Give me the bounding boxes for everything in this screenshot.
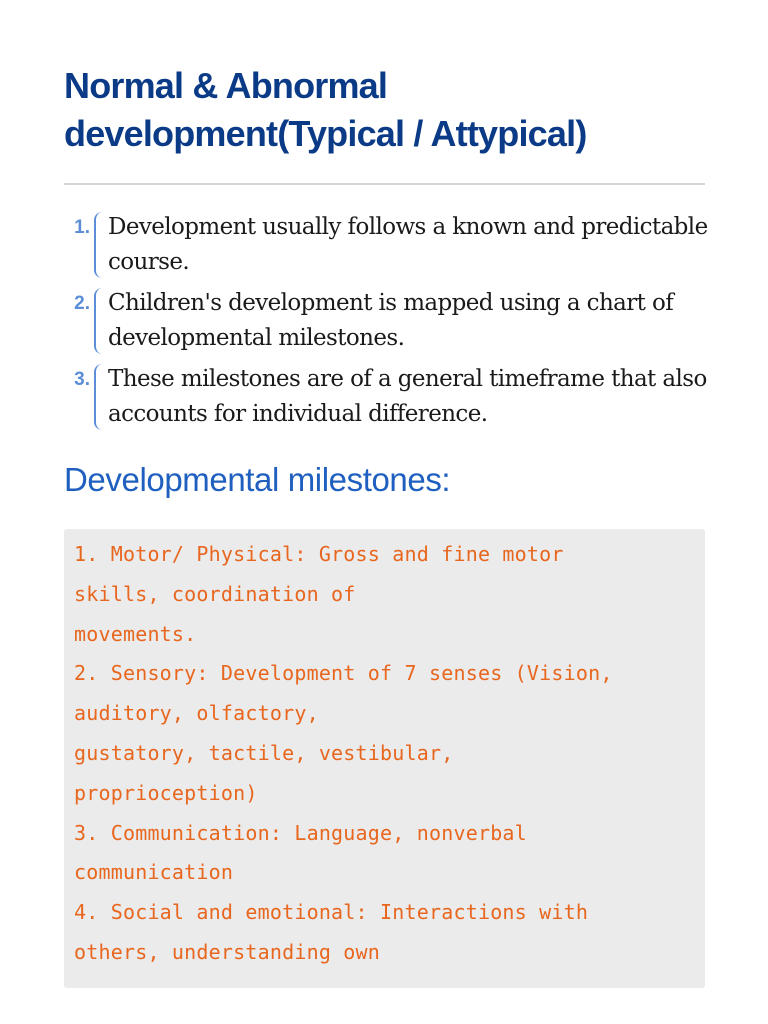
divider [64,183,705,185]
page-title: Normal & Abnormal development(Typical / Attypical) [64,65,587,154]
code-line: others, understanding own [74,939,381,964]
code-line: skills, coordination of [74,581,356,606]
code-line: movements. [74,621,197,646]
list-item-number: 2. [74,293,90,314]
code-line: 3. Communication: Language, nonverbal [74,820,527,845]
bracket-decoration [94,364,104,430]
section-heading: Developmental milestones: [64,461,451,498]
list-item-text: Children's development is mapped using a chart of developmental milestones. [108,290,674,351]
code-line: auditory, olfactory, [74,701,319,726]
code-line: proprioception) [74,780,258,805]
code-line: gustatory, tactile, vestibular, [74,740,454,765]
list-item-text: These milestones are of a general timeframe that also accounts for individual difference. [108,366,707,427]
code-block [64,529,705,988]
list-item [64,210,714,280]
code-line: 4. Social and emotional: Interactions with [74,900,589,925]
list-item-number: 1. [74,217,90,238]
bracket-decoration [94,288,104,354]
list-item [64,286,714,356]
code-line: communication [74,860,234,885]
points-list [64,210,714,438]
code-line: 1. Motor/ Physical: Gross and fine motor [74,542,564,566]
list-item-number: 3. [74,369,90,390]
list-item-text: Development usually follows a known and predictable course. [108,214,708,275]
bracket-decoration [94,212,104,278]
list-item [64,362,714,432]
code-line: 2. Sensory: Development of 7 senses (Vision, [74,661,613,686]
